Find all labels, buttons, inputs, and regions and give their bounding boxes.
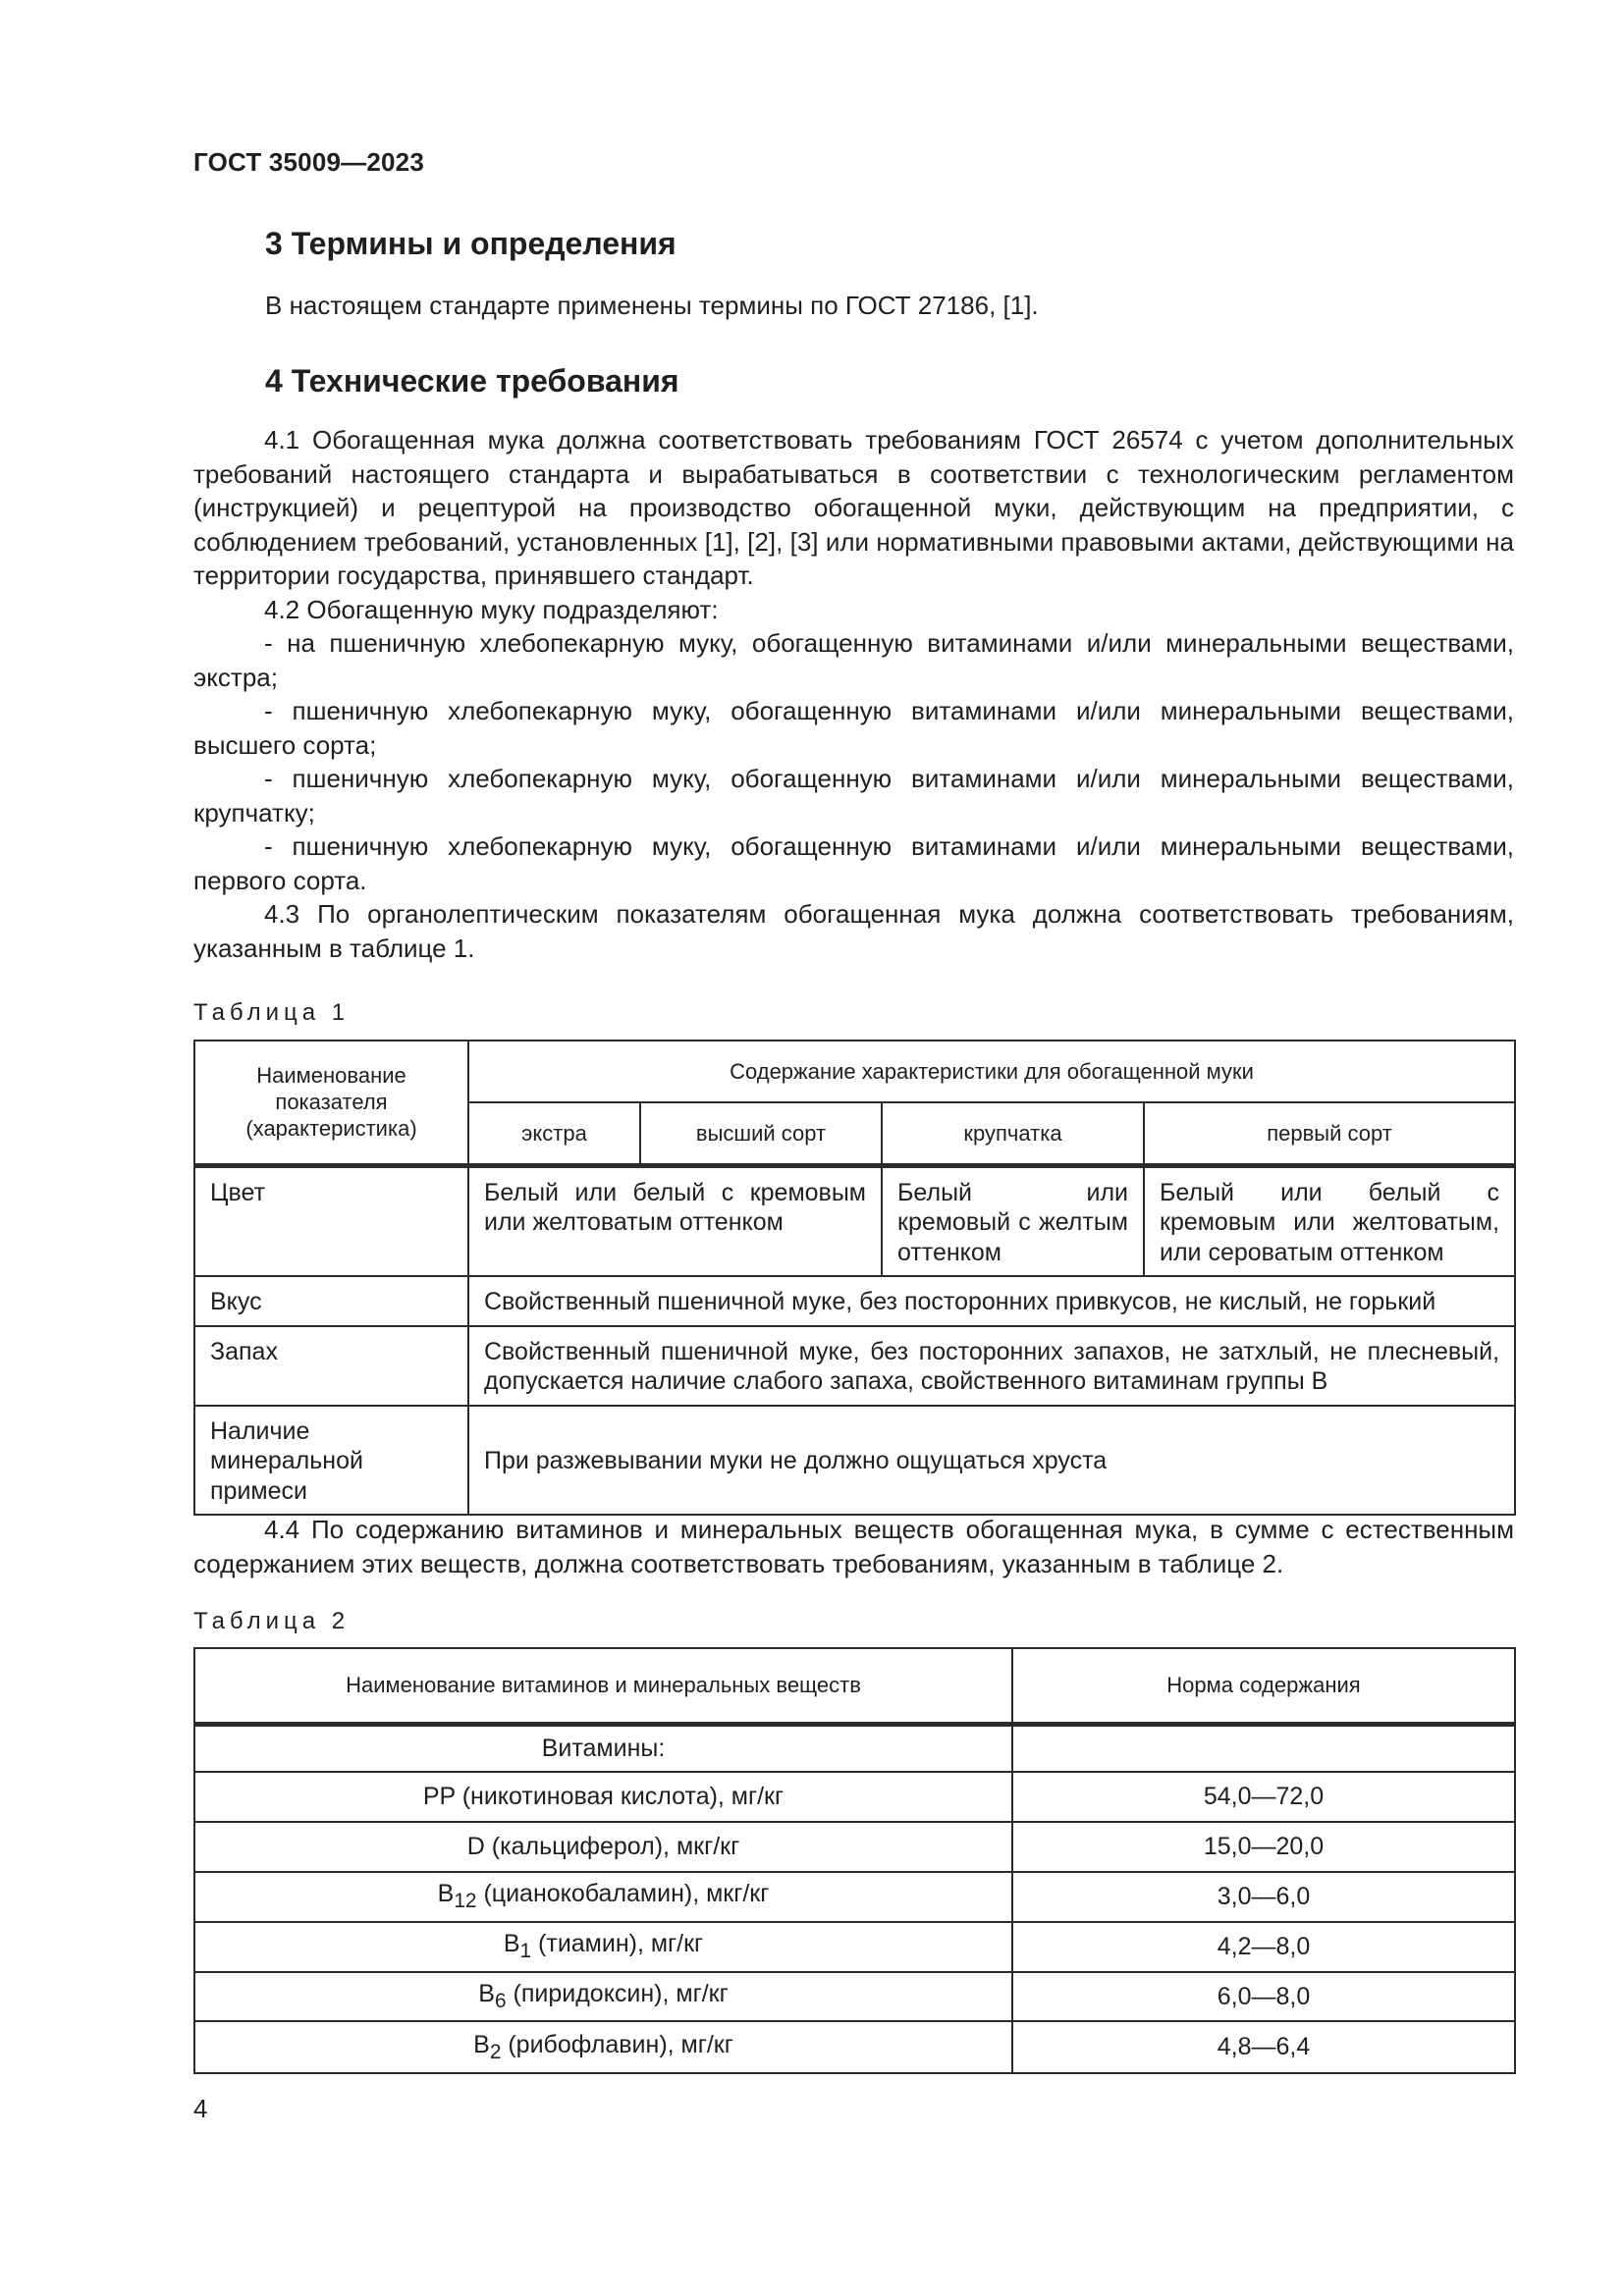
paragraph-4-4-block: [193, 1513, 1514, 1580]
vitamin-letter: PP: [422, 1782, 456, 1810]
section-4-body: [193, 423, 1514, 965]
vitamin-name: [194, 1822, 1012, 1872]
page-number: 4: [193, 2094, 208, 2123]
vitamin-letter: D: [466, 1832, 485, 1860]
vitamin-name: [194, 1872, 1012, 1921]
vitamin-desc: (никотиновая кислота), мг/кг: [455, 1782, 785, 1810]
list-item: - на пшеничную хлебопекарную муку, обогащенную витаминами и/или минеральными веществами, экстра;: [193, 628, 1514, 692]
vitamin-subscript: 12: [454, 1890, 477, 1913]
vitamin-norm: 15,0—20,0: [1012, 1822, 1515, 1872]
section-3-text: В настоящем стандарте применены термины по ГОСТ 27186, [1].: [265, 291, 1039, 320]
vitamin-norm: 6,0—8,0: [1012, 1972, 1515, 2021]
table-1-caption: Таблица 1: [193, 999, 351, 1026]
vitamin-desc: (рибофлавин), мг/кг: [501, 2030, 733, 2058]
table-1-grade: экстра: [468, 1102, 640, 1165]
paragraph-4-1: 4.1 Обогащенная мука должна соответствовать требованиям ГОСТ 26574 с учетом дополнительных требований настоящего стандарта и вырабатываться в соответствии с технологическим регламентом (инструкцией) и рецептурой на производство обогащенной муки, действующим на предприятии, с соблюдением требований, установленных [1], [2], [3] или нормативными правовыми актами, действующими на территории государства, принявшего стандарт.: [193, 425, 1514, 590]
paragraph-4-3: 4.3 По органолептическим показателям обогащенная мука должна соответствовать требованиям, указанным в таблице 1.: [193, 899, 1514, 963]
cell-taste: Свойственный пшеничной муке, без посторонних привкусов, не кислый, не горький: [468, 1276, 1515, 1326]
row-name-smell: Запах: [194, 1326, 468, 1406]
table-1-grade: высший сорт: [640, 1102, 882, 1165]
list-item: - пшеничную хлебопекарную муку, обогащенную витаминами и/или минеральными веществами, крупчатку;: [193, 764, 1514, 828]
vitamin-norm: 4,8—6,4: [1012, 2021, 1515, 2073]
vitamin-letter: B: [473, 2030, 490, 2058]
vitamin-letter: B: [503, 1930, 520, 1958]
table-1-grade: первый сорт: [1144, 1102, 1515, 1165]
row-name-mineral: Наличие минеральной примеси: [194, 1406, 468, 1516]
document-header: ГОСТ 35009—2023: [193, 147, 424, 177]
list-item: - пшеничную хлебопекарную муку, обогащенную витаминами и/или минеральными веществами, первого сорта.: [193, 831, 1514, 895]
table-2-head-name: Наименование витаминов и минеральных веществ: [194, 1648, 1012, 1725]
vitamin-desc: (тиамин), мг/кг: [531, 1930, 704, 1958]
vitamin-norm: 54,0—72,0: [1012, 1772, 1515, 1821]
cell-color-first: Белый или белый с кремовым или желтоватым, или сероватым оттенком: [1144, 1165, 1515, 1276]
cell-mineral: При разжевывании муки не должно ощущаться хруста: [468, 1406, 1515, 1516]
table-2-head-norm: Норма содержания: [1012, 1648, 1515, 1725]
table-2-empty: [1012, 1725, 1515, 1772]
table-1-head-group: Содержание характеристики для обогащенной муки: [468, 1041, 1515, 1102]
cell-color-krupchatka: Белый или кремовый с желтым оттенком: [882, 1165, 1144, 1276]
table-1-head-name: Наименование показателя (характеристика): [194, 1041, 468, 1165]
vitamin-norm: 3,0—6,0: [1012, 1872, 1515, 1921]
table-2-group-vitamins: Витамины:: [194, 1725, 1012, 1772]
section-3-title: 3 Термины и определения: [265, 226, 677, 261]
table-2: [193, 1647, 1516, 2074]
vitamin-desc: (кальциферол), мкг/кг: [484, 1832, 740, 1860]
paragraph-4-2: 4.2 Обогащенную муку подразделяют:: [264, 594, 719, 624]
vitamin-name: [194, 1972, 1012, 2021]
vitamin-letter: B: [437, 1880, 455, 1908]
table-1: [193, 1040, 1516, 1516]
vitamin-norm: 4,2—8,0: [1012, 1922, 1515, 1972]
vitamin-desc: (цианокобаламин), мкг/кг: [476, 1880, 770, 1908]
table-1-grade: крупчатка: [882, 1102, 1144, 1165]
vitamin-subscript: 6: [494, 1990, 507, 2013]
section-4-title: 4 Технические требования: [265, 363, 679, 399]
table-2-caption: Таблица 2: [193, 1608, 351, 1634]
cell-smell: Свойственный пшеничной муке, без посторонних запахов, не затхлый, не плесневый, допускается наличие слабого запаха, свойственного витаминам группы В: [468, 1326, 1515, 1406]
vitamin-letter: B: [478, 1980, 495, 2008]
vitamin-desc: (пиридоксин), мг/кг: [506, 1980, 729, 2008]
vitamin-subscript: 1: [519, 1940, 532, 1963]
paragraph-4-4: 4.4 По содержанию витаминов и минеральных веществ обогащенная мука, в сумме с естественным содержанием этих веществ, должна соответствовать требованиям, указанным в таблице 2.: [193, 1515, 1514, 1578]
row-name-color: Цвет: [194, 1165, 468, 1276]
vitamin-subscript: 2: [489, 2040, 502, 2063]
cell-color-extra-high: Белый или белый с кремовым или желтоватым оттенком: [468, 1165, 882, 1276]
list-item: - пшеничную хлебопекарную муку, обогащенную витаминами и/или минеральными веществами, высшего сорта;: [193, 696, 1514, 760]
vitamin-name: [194, 1772, 1012, 1821]
vitamin-name: [194, 2021, 1012, 2073]
row-name-taste: Вкус: [194, 1276, 468, 1326]
vitamin-name: [194, 1922, 1012, 1972]
